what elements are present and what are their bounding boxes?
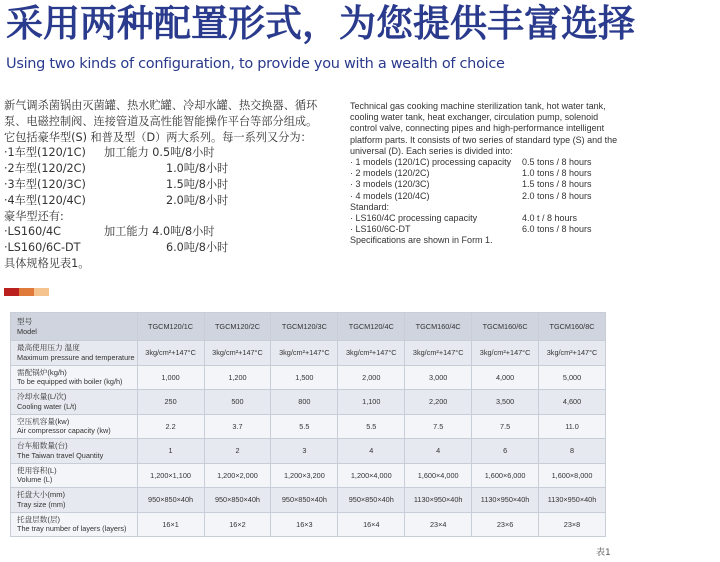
table-cell: 2 [204,439,271,464]
column-header: TGCM120/3C [271,313,338,341]
cn-deluxe-row [4,224,344,240]
table-cell: 2.2 [137,414,204,439]
cn-deluxe-name: ·LS160/4C [4,225,61,239]
en-standard-capacity: 4.0 t / 8 hours [522,212,578,223]
cn-deluxe-name: ·LS160/6C-DT [4,241,81,255]
table-cell: 5.5 [338,414,405,439]
row-label-cn: 需配锅炉(kg/h) [17,367,67,377]
table-cell: 3 [271,439,338,464]
table-cell: 2,000 [338,365,405,390]
en-model-row [350,157,618,168]
table-row [11,463,606,488]
table-cell: 250 [137,390,204,415]
color-swatches [4,288,49,296]
table-cell: 1130×950×40h [539,488,606,513]
table-cell: 1130×950×40h [405,488,472,513]
table-cell: 1,200×1,100 [137,463,204,488]
table-row [11,365,606,390]
en-model-row [350,179,618,190]
row-label-cn: 托盘大小(mm) [17,490,66,500]
table-cell: 1,600×6,000 [472,463,539,488]
cn-model-capacity: 2.0吨/8小时 [166,193,229,207]
table-cell: 3,500 [472,390,539,415]
table-cell: 3kg/cm²+147°C [472,341,539,366]
table-caption: 表1 [596,548,611,558]
row-label-cn: 使用容积(L) [17,465,57,475]
table-cell: 950×850×40h [204,488,271,513]
en-model-capacity: 1.0 tons / 8 hours [522,168,592,179]
row-label-cn: 台车船数量(台) [17,441,68,451]
table-cell: 1 [137,439,204,464]
cn-intro-line: 它包括豪华型(S) 和普及型（D）两大系列。每一系列又分为： [4,130,312,144]
chinese-description [4,98,344,272]
cn-intro-line: 新气调杀菌锅由灭菌罐、热水贮罐、冷却水罐、热交换器、循环 [4,99,318,112]
table-cell: 16×4 [338,512,405,537]
table-cell: 16×1 [137,512,204,537]
table-cell: 1,200×2,000 [204,463,271,488]
english-description [350,101,618,247]
table-header-label [11,313,138,341]
row-label-cn: 冷却水量(L/次) [17,392,67,402]
cn-model-name: ·4车型(120/4C) [4,193,86,207]
cn-footer: 具体规格见表1。 [4,256,90,270]
table-row [11,341,606,366]
table-row [11,414,606,439]
row-label [11,463,138,488]
cn-model-capacity: 加工能力 0.5吨/8小时 [104,146,215,160]
en-standard-name: · LS160/4C processing capacity [350,212,478,223]
row-label-en: Cooling water (L/t) [17,401,77,411]
table-cell: 3kg/cm²+147°C [204,341,271,366]
table-cell: 4,600 [539,390,606,415]
en-model-row [350,191,618,202]
en-standard-row [350,224,618,235]
table-cell: 7.5 [472,414,539,439]
table-cell: 950×850×40h [338,488,405,513]
en-model-name: · 3 models (120/3C) [350,179,430,190]
cn-model-row [4,193,344,209]
table-cell: 6 [472,439,539,464]
table-cell: 3kg/cm²+147°C [338,341,405,366]
table-cell: 23×4 [405,512,472,537]
table-cell: 800 [271,390,338,415]
row-label-en: Volume (L) [17,475,53,485]
en-standard-name: · LS160/6C-DT [350,224,411,235]
table-cell: 950×850×40h [137,488,204,513]
table-cell: 5.5 [271,414,338,439]
en-model-name: · 2 models (120/2C) [350,168,430,179]
page-subtitle: Using two kinds of configuration, to provide you with a wealth of choice [6,56,505,72]
table-cell: 3kg/cm²+147°C [271,341,338,366]
table-cell: 1,600×8,000 [539,463,606,488]
en-model-name: · 1 models (120/1C) processing capacity [350,157,512,168]
cn-model-row [4,145,344,161]
table-cell: 500 [204,390,271,415]
table-cell: 3kg/cm²+147°C [405,341,472,366]
table-cell: 950×850×40h [271,488,338,513]
en-model-row [350,168,618,179]
spec-table [10,312,606,537]
row-label-cn: 托盘层数(层) [17,514,61,524]
cn-model-row [4,161,344,177]
row-label-en: Maximum pressure and temperature [17,352,135,362]
table-cell: 8 [539,439,606,464]
swatch-peach [34,288,49,296]
table-row [11,488,606,513]
row-label-en: To be equipped with boiler (kg/h) [17,377,123,387]
cn-model-row [4,177,344,193]
row-label [11,414,138,439]
table-cell: 3.7 [204,414,271,439]
row-label-en: The tray number of layers (layers) [17,524,127,534]
cn-deluxe-row [4,240,344,256]
table-cell: 1,200×3,200 [271,463,338,488]
table-cell: 1,500 [271,365,338,390]
table-cell: 23×6 [472,512,539,537]
row-label [11,390,138,415]
table-cell: 7.5 [405,414,472,439]
table-cell: 1,200 [204,365,271,390]
table-cell: 1,100 [338,390,405,415]
table-cell: 11.0 [539,414,606,439]
cn-model-capacity: 1.5吨/8小时 [166,177,229,191]
en-standard-label: Standard: [350,201,390,212]
en-footer: Specifications are shown in Form 1. [350,235,493,246]
en-standard-row [350,213,618,224]
cn-model-name: ·1车型(120/1C) [4,146,86,160]
en-model-capacity: 0.5 tons / 8 hours [522,157,592,168]
table-cell: 4,000 [472,365,539,390]
row-label [11,439,138,464]
en-standard-capacity: 6.0 tons / 8 hours [522,224,592,235]
cn-model-name: ·2车型(120/2C) [4,162,86,176]
page-title: 采用两种配置形式，为您提供丰富选择 [6,2,635,45]
table-cell: 3kg/cm²+147°C [539,341,606,366]
en-model-capacity: 1.5 tons / 8 hours [522,179,592,190]
row-label [11,341,138,366]
header-label-en: Model [17,326,37,336]
row-label-cn: 最高使用压力 温度 [17,343,80,353]
table-cell: 1,000 [137,365,204,390]
table-cell: 2,200 [405,390,472,415]
row-label-en: The Taiwan travel Quantity [17,450,104,460]
table-cell: 1,200×4,000 [338,463,405,488]
en-model-name: · 4 models (120/4C) [350,190,430,201]
cn-deluxe-capacity: 6.0吨/8小时 [166,241,229,255]
row-label-en: Tray size (mm) [17,499,66,509]
table-cell: 1,600×4,000 [405,463,472,488]
table-row [11,512,606,537]
en-intro: Technical gas cooking machine sterilization tank, hot water tank, cooling water tank, heat exchanger, circulation pump, solenoid control valve, connecting pipes and high-performance intelligent platform parts. It consists of two series of standard type (S) and the universal (D). Each series is divided into: [350,101,618,156]
table-row [11,390,606,415]
table-cell: 3kg/cm²+147°C [137,341,204,366]
column-header: TGCM160/6C [472,313,539,341]
cn-deluxe-label: 豪华型还有: [4,209,64,223]
row-label [11,488,138,513]
table-cell: 3,000 [405,365,472,390]
table-row [11,439,606,464]
cn-intro-line: 泵、电磁控制阀、连接管道及高性能智能操作平台等部分组成。 [4,114,318,128]
table-cell: 5,000 [539,365,606,390]
table-header-row [11,313,606,341]
row-label-en: Air compressor capacity (kw) [17,426,111,436]
table-cell: 16×3 [271,512,338,537]
swatch-red [4,288,19,296]
column-header: TGCM120/4C [338,313,405,341]
column-header: TGCM120/1C [137,313,204,341]
cn-deluxe-capacity: 加工能力 4.0吨/8小时 [104,225,215,239]
column-header: TGCM160/8C [539,313,606,341]
table-cell: 1130×950×40h [472,488,539,513]
row-label [11,512,138,537]
table-cell: 16×2 [204,512,271,537]
en-model-capacity: 2.0 tons / 8 hours [522,190,592,201]
cn-model-capacity: 1.0吨/8小时 [166,162,229,176]
table-cell: 4 [338,439,405,464]
table-cell: 4 [405,439,472,464]
swatch-orange [19,288,34,296]
row-label-cn: 空压机容量(kw) [17,416,70,426]
row-label [11,365,138,390]
cn-model-name: ·3车型(120/3C) [4,177,86,191]
header-label-cn: 型号 [17,317,33,326]
table-cell: 23×8 [539,512,606,537]
column-header: TGCM120/2C [204,313,271,341]
column-header: TGCM160/4C [405,313,472,341]
